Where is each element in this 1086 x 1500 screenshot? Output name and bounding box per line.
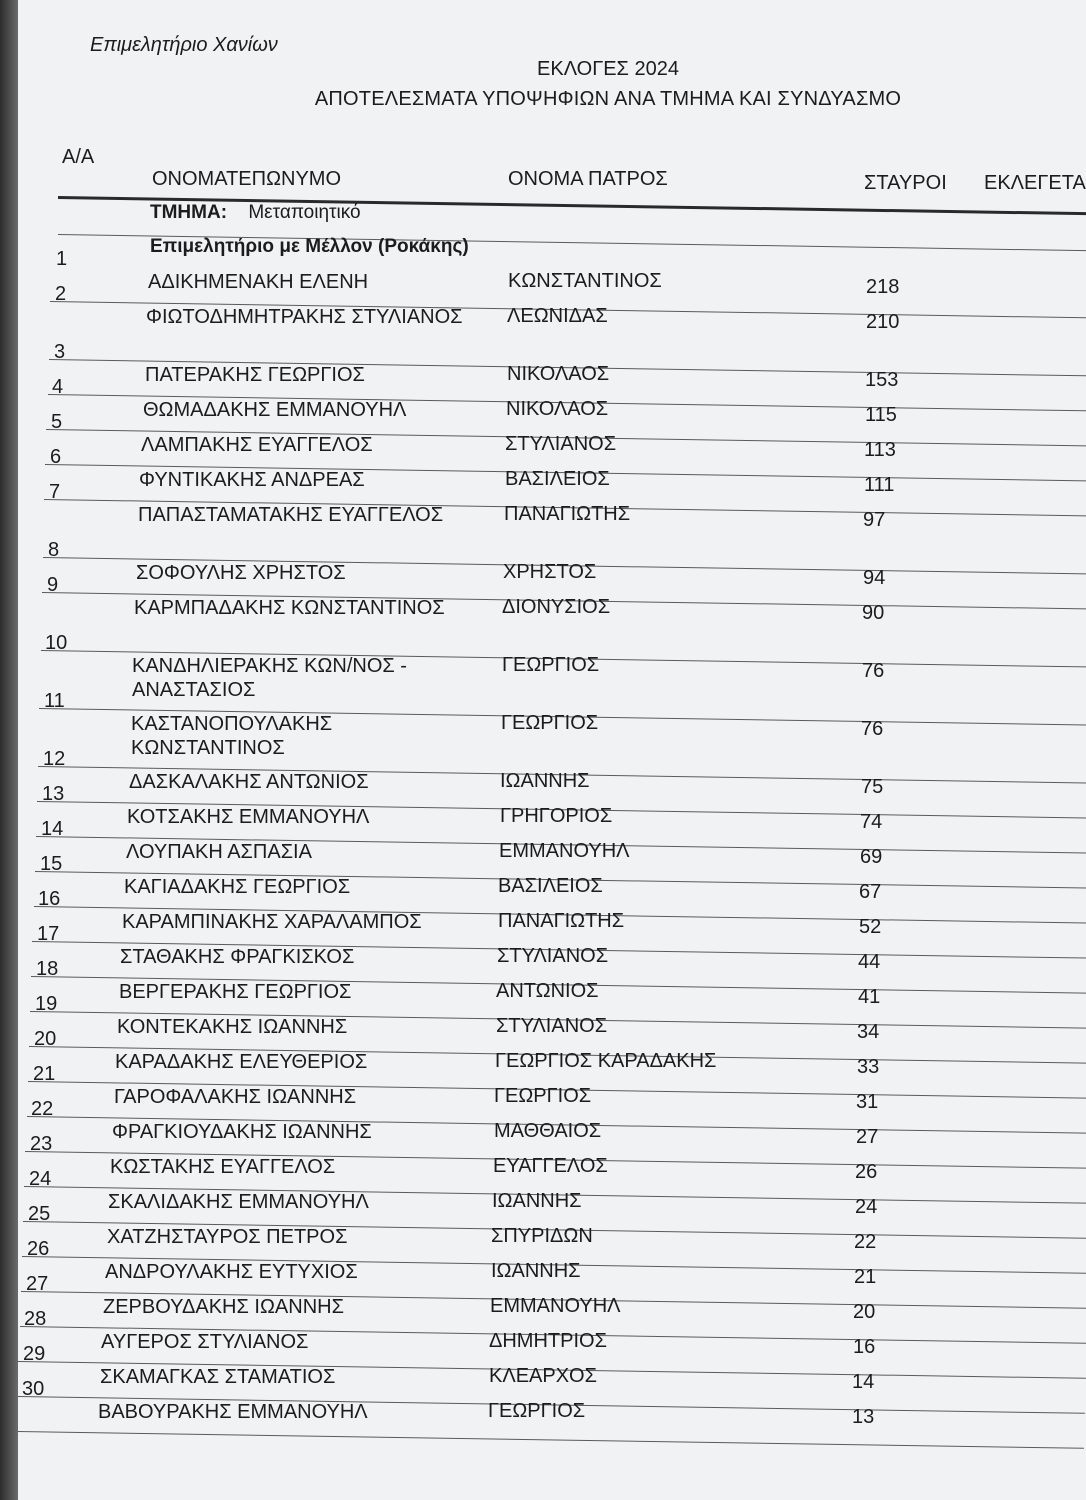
father-name: ΧΡΗΣΤΟΣ bbox=[503, 561, 597, 583]
vote-count: 76 bbox=[862, 660, 885, 682]
vote-count: 67 bbox=[859, 881, 882, 903]
father-name: ΓΕΩΡΓΙΟΣ bbox=[494, 1085, 592, 1107]
section-value: Μεταποιητικό bbox=[248, 202, 361, 223]
table-row bbox=[18, 248, 1086, 305]
candidate-name: ΚΑΡΑΔΑΚΗΣ ΕΛΕΥΘΕΡΙΟΣ bbox=[115, 1051, 368, 1073]
vote-count: 115 bbox=[865, 404, 897, 426]
father-name: ΣΠΥΡΙΔΩΝ bbox=[491, 1225, 593, 1247]
candidate-name: ΚΑΣΤΑΝΟΠΟΥΛΑΚΗΣ ΚΩΝΣΤΑΝΤΙΝΟΣ bbox=[131, 713, 333, 759]
candidate-name: ΛΟΥΠΑΚΗ ΑΣΠΑΣΙΑ bbox=[126, 841, 312, 863]
father-name: ΠΑΝΑΓΙΩΤΗΣ bbox=[504, 503, 631, 525]
row-index: 21 bbox=[33, 1063, 56, 1085]
candidate-name: ΦΙΩΤΟΔΗΜΗΤΡΑΚΗΣ ΣΤΥΛΙΑΝΟΣ bbox=[146, 306, 463, 328]
row-index: 12 bbox=[43, 748, 66, 770]
row-index: 9 bbox=[47, 574, 59, 596]
vote-count: 44 bbox=[858, 951, 881, 973]
column-header-elected: ΕΚΛΕΓΕΤΑ bbox=[984, 172, 1086, 194]
candidate-name: ΚΩΣΤΑΚΗΣ ΕΥΑΓΓΕΛΟΣ bbox=[110, 1156, 336, 1178]
candidate-name: ΣΚΑΛΙΔΑΚΗΣ ΕΜΜΑΝΟΥΗΛ bbox=[108, 1191, 369, 1213]
father-name: ΣΤΥΛΙΑΝΟΣ bbox=[505, 433, 617, 455]
father-name: ΕΜΜΑΝΟΥΗΛ bbox=[490, 1295, 621, 1317]
father-name: ΕΜΜΑΝΟΥΗΛ bbox=[499, 840, 630, 862]
row-index: 27 bbox=[26, 1273, 49, 1295]
father-name: ΔΙΟΝΥΣΙΟΣ bbox=[502, 596, 611, 618]
candidate-name: ΚΑΡΜΠΑΔΑΚΗΣ ΚΩΝΣΤΑΝΤΙΝΟΣ bbox=[134, 597, 445, 619]
candidate-name: ΣΟΦΟΥΛΗΣ ΧΡΗΣΤΟΣ bbox=[136, 562, 346, 584]
document-subtitle: ΑΠΟΤΕΛΕΣΜΑΤΑ ΥΠΟΨΗΦΙΩΝ ΑΝΑ ΤΜΗΜΑ ΚΑΙ ΣΥΝΔΥΑΣΜΟ bbox=[314, 88, 902, 110]
father-name: ΓΕΩΡΓΙΟΣ bbox=[488, 1400, 586, 1422]
row-index: 19 bbox=[35, 993, 58, 1015]
table-row bbox=[18, 690, 1086, 770]
row-index: 28 bbox=[24, 1308, 47, 1330]
father-name: ΣΤΥΛΙΑΝΟΣ bbox=[496, 1015, 608, 1037]
vote-count: 21 bbox=[854, 1266, 877, 1288]
row-index: 10 bbox=[45, 632, 68, 654]
vote-count: 33 bbox=[857, 1056, 880, 1078]
row-index: 18 bbox=[36, 958, 59, 980]
table-row bbox=[18, 341, 1086, 398]
father-name: ΑΝΤΩΝΙΟΣ bbox=[496, 980, 599, 1002]
candidate-name: ΣΚΑΜΑΓΚΑΣ ΣΤΑΜΑΤΙΟΣ bbox=[100, 1366, 336, 1388]
father-name: ΓΡΗΓΟΡΙΟΣ bbox=[500, 805, 613, 827]
vote-count: 111 bbox=[864, 474, 895, 496]
father-name: ΓΕΩΡΓΙΟΣ bbox=[502, 654, 600, 676]
row-index: 17 bbox=[37, 923, 60, 945]
father-name: ΒΑΣΙΛΕΙΟΣ bbox=[505, 468, 610, 490]
vote-count: 26 bbox=[855, 1161, 878, 1183]
vote-count: 22 bbox=[854, 1231, 877, 1253]
vote-count: 69 bbox=[860, 846, 883, 868]
row-index: 2 bbox=[55, 283, 67, 305]
vote-count: 34 bbox=[857, 1021, 880, 1043]
candidate-name: ΑΝΔΡΟΥΛΑΚΗΣ ΕΥΤΥΧΙΟΣ bbox=[105, 1261, 358, 1283]
father-name: ΒΑΣΙΛΕΙΟΣ bbox=[498, 875, 603, 897]
candidate-name: ΠΑΠΑΣΤΑΜΑΤΑΚΗΣ ΕΥΑΓΓΕΛΟΣ bbox=[138, 504, 444, 526]
candidate-name: ΖΕΡΒΟΥΔΑΚΗΣ ΙΩΑΝΝΗΣ bbox=[103, 1296, 344, 1318]
father-name: ΝΙΚΟΛΑΟΣ bbox=[506, 398, 609, 420]
vote-count: 14 bbox=[852, 1371, 875, 1393]
row-index: 6 bbox=[50, 446, 62, 468]
column-header-votes: ΣΤΑΥΡΟΙ bbox=[864, 172, 947, 194]
vote-count: 52 bbox=[859, 916, 882, 938]
row-index: 30 bbox=[22, 1378, 45, 1400]
vote-count: 74 bbox=[860, 811, 883, 833]
table-row bbox=[18, 632, 1086, 712]
vote-count: 94 bbox=[863, 567, 886, 589]
table-row bbox=[18, 539, 1086, 596]
row-index: 13 bbox=[42, 783, 65, 805]
candidate-name: ΒΕΡΓΕΡΑΚΗΣ ΓΕΩΡΓΙΟΣ bbox=[119, 981, 352, 1003]
vote-count: 97 bbox=[863, 509, 886, 531]
row-index: 15 bbox=[40, 853, 63, 875]
candidate-name: ΦΡΑΓΚΙΟΥΔΑΚΗΣ ΙΩΑΝΝΗΣ bbox=[112, 1121, 372, 1143]
column-header-index: Α/Α bbox=[62, 146, 95, 168]
candidate-name: ΘΩΜΑΔΑΚΗΣ ΕΜΜΑΝΟΥΗΛ bbox=[143, 399, 407, 421]
organization-name: Επιμελητήριο Χανίων bbox=[90, 34, 278, 56]
section-heading bbox=[150, 202, 361, 224]
candidate-name: ΚΟΤΣΑΚΗΣ ΕΜΜΑΝΟΥΗΛ bbox=[127, 806, 370, 828]
vote-count: 20 bbox=[853, 1301, 876, 1323]
father-name: ΚΩΝΣΤΑΝΤΙΝΟΣ bbox=[508, 270, 662, 292]
row-index: 22 bbox=[31, 1098, 54, 1120]
father-name: ΔΗΜΗΤΡΙΟΣ bbox=[489, 1330, 607, 1352]
row-index: 29 bbox=[23, 1343, 46, 1365]
row-index: 24 bbox=[29, 1168, 52, 1190]
vote-count: 41 bbox=[858, 986, 881, 1008]
candidate-name: ΑΔΙΚΗΜΕΝΑΚΗ ΕΛΕΝΗ bbox=[148, 271, 369, 293]
candidate-name: ΦΥΝΤΙΚΑΚΗΣ ΑΝΔΡΕΑΣ bbox=[139, 469, 365, 491]
candidate-name: ΧΑΤΖΗΣΤΑΥΡΟΣ ΠΕΤΡΟΣ bbox=[107, 1226, 348, 1248]
row-index: 14 bbox=[41, 818, 64, 840]
row-index: 3 bbox=[54, 341, 66, 363]
vote-count: 210 bbox=[866, 311, 900, 333]
row-index: 11 bbox=[44, 690, 65, 712]
father-name: ΙΩΑΝΝΗΣ bbox=[491, 1260, 581, 1282]
candidate-name: ΣΤΑΘΑΚΗΣ ΦΡΑΓΚΙΣΚΟΣ bbox=[120, 946, 355, 968]
row-index: 26 bbox=[27, 1238, 50, 1260]
father-name: ΚΛΕΑΡΧΟΣ bbox=[489, 1365, 597, 1387]
vote-count: 16 bbox=[853, 1336, 876, 1358]
document-page bbox=[18, 0, 1086, 1500]
father-name: ΙΩΑΝΝΗΣ bbox=[500, 770, 590, 792]
father-name: ΕΥΑΓΓΕΛΟΣ bbox=[493, 1155, 608, 1177]
candidate-name: ΓΑΡΟΦΑΛΑΚΗΣ ΙΩΑΝΝΗΣ bbox=[114, 1086, 357, 1108]
row-index: 4 bbox=[52, 376, 64, 398]
vote-count: 90 bbox=[862, 602, 885, 624]
father-name: ΠΑΝΑΓΙΩΤΗΣ bbox=[498, 910, 625, 932]
row-index: 16 bbox=[38, 888, 61, 910]
candidate-name: ΑΥΓΕΡΟΣ ΣΤΥΛΙΑΝΟΣ bbox=[101, 1331, 309, 1353]
vote-count: 27 bbox=[856, 1126, 879, 1148]
candidate-name: ΚΑΓΙΑΔΑΚΗΣ ΓΕΩΡΓΙΟΣ bbox=[124, 876, 351, 898]
father-name: ΛΕΩΝΙΔΑΣ bbox=[507, 305, 608, 327]
row-index: 7 bbox=[49, 481, 61, 503]
candidate-name: ΚΟΝΤΕΚΑΚΗΣ ΙΩΑΝΝΗΣ bbox=[117, 1016, 348, 1038]
vote-count: 76 bbox=[861, 718, 884, 740]
row-index: 25 bbox=[28, 1203, 51, 1225]
father-name: ΓΕΩΡΓΙΟΣ bbox=[501, 712, 599, 734]
vote-count: 75 bbox=[861, 776, 884, 798]
vote-count: 218 bbox=[866, 276, 900, 298]
candidate-name: ΠΑΤΕΡΑΚΗΣ ΓΕΩΡΓΙΟΣ bbox=[145, 364, 365, 386]
vote-count: 153 bbox=[865, 369, 899, 391]
vote-count: 13 bbox=[852, 1406, 875, 1428]
row-index: 23 bbox=[30, 1133, 53, 1155]
section-label: ΤΜΗΜΑ: bbox=[150, 202, 228, 223]
father-name: ΓΕΩΡΓΙΟΣ ΚΑΡΑΔΑΚΗΣ bbox=[495, 1050, 717, 1072]
candidate-name: ΛΑΜΠΑΚΗΣ ΕΥΑΓΓΕΛΟΣ bbox=[141, 434, 373, 456]
row-index: 5 bbox=[51, 411, 63, 433]
vote-count: 24 bbox=[855, 1196, 878, 1218]
row-index: 8 bbox=[48, 539, 60, 561]
vote-count: 31 bbox=[856, 1091, 879, 1113]
row-index: 20 bbox=[34, 1028, 57, 1050]
document-title: ΕΚΛΟΓΕΣ 2024 bbox=[537, 58, 679, 80]
candidate-name: ΒΑΒΟΥΡΑΚΗΣ ΕΜΜΑΝΟΥΗΛ bbox=[98, 1401, 368, 1423]
father-name: ΝΙΚΟΛΑΟΣ bbox=[507, 363, 610, 385]
candidate-name: ΚΑΝΔΗΛΙΕΡΑΚΗΣ ΚΩΝ/ΝΟΣ - ΑΝΑΣΤΑΣΙΟΣ bbox=[132, 655, 407, 701]
father-name: ΙΩΑΝΝΗΣ bbox=[492, 1190, 582, 1212]
row-index: 1 bbox=[56, 248, 68, 270]
father-name: ΣΤΥΛΙΑΝΟΣ bbox=[497, 945, 609, 967]
coalition-name: Επιμελητήριο με Μέλλον (Ροκάκης) bbox=[150, 236, 469, 257]
candidate-name: ΚΑΡΑΜΠΙΝΑΚΗΣ ΧΑΡΑΛΑΜΠΟΣ bbox=[122, 911, 422, 933]
column-header-father: ΟΝΟΜΑ ΠΑΤΡΟΣ bbox=[508, 168, 668, 190]
paper-edge-shadow bbox=[0, 0, 18, 1500]
column-header-name: ΟΝΟΜΑΤΕΠΩΝΥΜΟ bbox=[152, 168, 342, 190]
father-name: ΜΑΘΘΑΙΟΣ bbox=[494, 1120, 602, 1142]
vote-count: 113 bbox=[864, 439, 896, 461]
table-row bbox=[18, 748, 1086, 805]
candidate-name: ΔΑΣΚΑΛΑΚΗΣ ΑΝΤΩΝΙΟΣ bbox=[129, 771, 369, 793]
